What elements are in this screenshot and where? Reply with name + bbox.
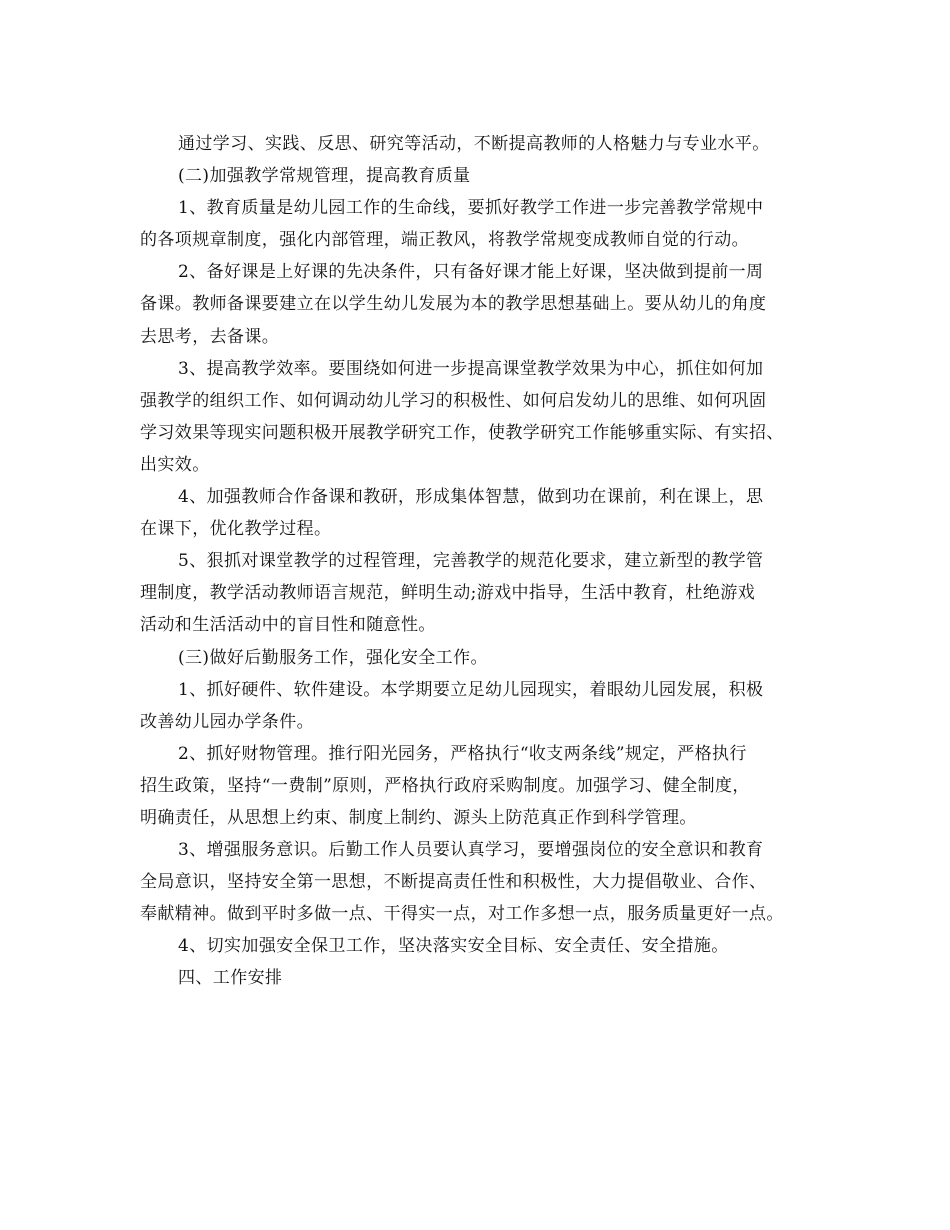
text-line: 3、提高教学效率。要围绕如何进一步提高课堂教学效果为中心，抓住如何加	[178, 358, 764, 379]
text-line: 奉献精神。做到平时多做一点、干得实一点，对工作多想一点，服务质量更好一点。	[140, 904, 784, 925]
text-line: 在课下，优化教学过程。	[140, 519, 332, 540]
text-line: (三)做好后勤服务工作，强化安全工作。	[178, 647, 488, 668]
text-line: 招生政策，坚持“一费制”原则，严格执行政府采购制度。加强学习、健全制度，	[140, 775, 750, 796]
text-line: 理制度，教学活动教师语言规范，鲜明生动;游戏中指导，生活中教育，杜绝游戏	[140, 583, 756, 604]
text-line: 备课。教师备课要建立在以学生幼儿发展为本的教学思想基础上。要从幼儿的角度	[140, 294, 767, 315]
text-line: 1、教育质量是幼儿园工作的生命线，要抓好教学工作进一步完善教学常规中	[178, 198, 764, 219]
text-line: 出实效。	[140, 454, 210, 475]
text-line: 4、切实加强安全保卫工作，坚决落实安全目标、安全责任、安全措施。	[178, 936, 729, 957]
text-line: 活动和生活活动中的盲目性和随意性。	[140, 615, 436, 636]
document-body	[140, 128, 830, 995]
text-line: 学习效果等现实问题积极开展教学研究工作，使教学研究工作能够重实际、有实招、	[140, 422, 784, 443]
text-line: 5、狠抓对课堂教学的过程管理，完善教学的规范化要求，建立新型的教学管	[178, 551, 764, 572]
text-line: 3、增强服务意识。后勤工作人员要认真学习，要增强岗位的安全意识和教育	[178, 840, 764, 861]
text-line: 强教学的组织工作、如何调动幼儿学习的积极性、如何启发幼儿的思维、如何巩固	[140, 390, 767, 411]
text-line: 四、工作安排	[178, 968, 283, 989]
text-line: 2、抓好财物管理。推行阳光园务，严格执行“收支两条线”规定，严格执行	[178, 743, 747, 764]
text-line: 明确责任，从思想上约束、制度上制约、源头上防范真正作到科学管理。	[140, 807, 697, 828]
text-line: 通过学习、实践、反思、研究等活动，不断提高教师的人格魅力与专业水平。	[178, 134, 770, 154]
text-line: (二)加强教学常规管理，提高教育质量	[178, 166, 471, 187]
text-line: 的各项规章制度，强化内部管理，端正教风，将教学常规变成教师自觉的行动。	[140, 230, 749, 251]
text-line: 改善幼儿园办学条件。	[140, 711, 314, 732]
text-line: 去思考，去备课。	[140, 326, 280, 347]
text-line: 2、备好课是上好课的先决条件，只有备好课才能上好课，坚决做到提前一周	[178, 262, 764, 283]
text-line: 4、加强教师合作备课和教研，形成集体智慧，做到功在课前，利在课上，思	[178, 487, 764, 508]
text-line: 1、抓好硬件、软件建设。本学期要立足幼儿园现实，着眼幼儿园发展，积极	[178, 679, 764, 700]
text-line: 全局意识，坚持安全第一思想，不断提高责任性和积极性，大力提倡敬业、合作、	[140, 872, 767, 893]
